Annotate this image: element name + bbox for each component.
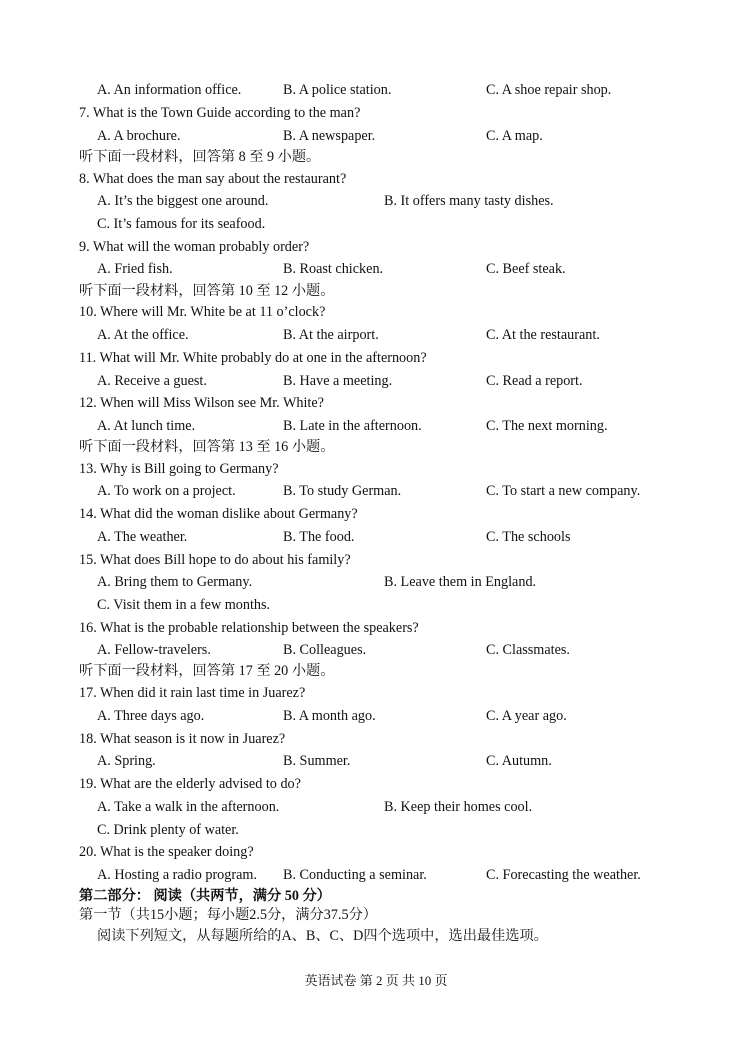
q11-option-a: A. Receive a guest.: [97, 373, 207, 389]
q10-option-c: C. At the restaurant.: [486, 327, 600, 343]
q13-option-a: A. To work on a project.: [97, 483, 236, 499]
q12-option-b: B. Late in the afternoon.: [283, 418, 422, 434]
q13-option-c: C. To start a new company.: [486, 483, 641, 499]
q10-stem: 10. Where will Mr. White be at 11 o’clock?: [79, 304, 326, 320]
q20-option-b: B. Conducting a seminar.: [283, 867, 427, 883]
q11-option-c: C. Read a report.: [486, 373, 583, 389]
intro-13-16: 听下面一段材料，回答第 13 至 16 小题。: [79, 439, 335, 455]
q19-stem: 19. What are the elderly advised to do?: [79, 776, 301, 792]
q10-option-a: A. At the office.: [97, 327, 189, 343]
q15-option-c: C. Visit them in a few months.: [97, 597, 271, 613]
intro-10-12: 听下面一段材料，回答第 10 至 12 小题。: [79, 283, 335, 299]
q10-option-b: B. At the airport.: [283, 327, 379, 343]
q15-option-b: B. Leave them in England.: [384, 574, 537, 590]
q14-option-c: C. The schools: [486, 529, 571, 545]
q7-option-b: B. A newspaper.: [283, 128, 376, 144]
q11-option-b: B. Have a meeting.: [283, 373, 393, 389]
q17-option-a: A. Three days ago.: [97, 708, 205, 724]
q20-option-c: C. Forecasting the weather.: [486, 867, 641, 883]
q8-stem: 8. What does the man say about the restaurant?: [79, 171, 347, 187]
intro-17-20: 听下面一段材料，回答第 17 至 20 小题。: [79, 663, 335, 679]
q16-option-b: B. Colleagues.: [283, 642, 367, 658]
q18-option-c: C. Autumn.: [486, 753, 552, 769]
q15-option-a: A. Bring them to Germany.: [97, 574, 253, 590]
q18-option-b: B. Summer.: [283, 753, 351, 769]
q8-option-c: C. It’s famous for its seafood.: [97, 216, 266, 232]
q20-stem: 20. What is the speaker doing?: [79, 844, 254, 860]
q17-option-b: B. A month ago.: [283, 708, 376, 724]
part2-title: 第二部分： 阅读（共两节，满分 50 分）: [79, 888, 331, 904]
q8-option-b: B. It offers many tasty dishes.: [384, 193, 554, 209]
q17-stem: 17. When did it rain last time in Juarez?: [79, 685, 306, 701]
q13-stem: 13. Why is Bill going to Germany?: [79, 461, 279, 477]
q14-option-b: B. The food.: [283, 529, 355, 545]
q7-option-c: C. A map.: [486, 128, 543, 144]
q16-option-a: A. Fellow-travelers.: [97, 642, 211, 658]
q16-stem: 16. What is the probable relationship between the speakers?: [79, 620, 419, 636]
intro-8-9: 听下面一段材料，回答第 8 至 9 小题。: [79, 149, 321, 165]
q14-option-a: A. The weather.: [97, 529, 188, 545]
q8-option-a: A. It’s the biggest one around.: [97, 193, 269, 209]
q7-option-a: A. A brochure.: [97, 128, 181, 144]
q19-option-c: C. Drink plenty of water.: [97, 822, 239, 838]
q13-option-b: B. To study German.: [283, 483, 402, 499]
reading-instruction: 阅读下列短文，从每题所给的A、B、C、D四个选项中，选出最佳选项。: [97, 928, 548, 944]
q9-stem: 9. What will the woman probably order?: [79, 239, 310, 255]
q18-option-a: A. Spring.: [97, 753, 156, 769]
q20-option-a: A. Hosting a radio program.: [97, 867, 257, 883]
q12-option-c: C. The next morning.: [486, 418, 608, 434]
q9-option-c: C. Beef steak.: [486, 261, 566, 277]
q14-stem: 14. What did the woman dislike about Germany?: [79, 506, 358, 522]
q6-option-c: C. A shoe repair shop.: [486, 82, 612, 98]
q12-stem: 12. When will Miss Wilson see Mr. White?: [79, 395, 324, 411]
q17-option-c: C. A year ago.: [486, 708, 567, 724]
q9-option-b: B. Roast chicken.: [283, 261, 384, 277]
q19-option-b: B. Keep their homes cool.: [384, 799, 533, 815]
q9-option-a: A. Fried fish.: [97, 261, 173, 277]
q11-stem: 11. What will Mr. White probably do at one in the afternoon?: [79, 350, 427, 366]
q19-option-a: A. Take a walk in the afternoon.: [97, 799, 280, 815]
q18-stem: 18. What season is it now in Juarez?: [79, 731, 286, 747]
q15-stem: 15. What does Bill hope to do about his family?: [79, 552, 351, 568]
q6-option-a: A. An information office.: [97, 82, 242, 98]
section1-title: 第一节（共15小题；每小题2.5分，满分37.5分）: [79, 907, 377, 923]
page-footer: 英语试卷 第 2 页 共 10 页: [304, 973, 448, 988]
q7-stem: 7. What is the Town Guide according to the man?: [79, 105, 361, 121]
q6-option-b: B. A police station.: [283, 82, 392, 98]
q16-option-c: C. Classmates.: [486, 642, 570, 658]
q12-option-a: A. At lunch time.: [97, 418, 196, 434]
